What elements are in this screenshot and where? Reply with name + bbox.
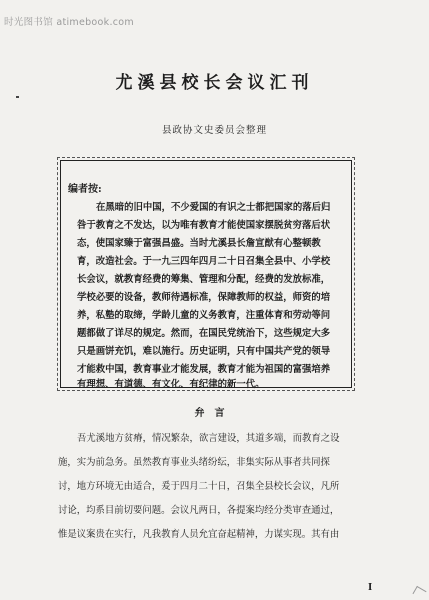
editor-note-line: 态，使国家臻于富强昌盛。当时尤溪县长詹宣猷有心整顿教	[77, 238, 321, 249]
editor-note-line: 才能救中国，教育事业才能发展，教育才能为祖国的富强培养	[77, 364, 331, 375]
page-title: 尤溪县校长会议汇刊	[115, 73, 314, 93]
editor-note-line: 只是画饼充饥，难以施行。历史证明，只有中国共产党的领导	[77, 346, 331, 357]
body-text-line: 讨，地方环境无由适合，爰于四月二十日，召集全县校长会议，凡所	[58, 481, 340, 492]
author-line: 县政协文史委员会整理	[161, 125, 267, 136]
page-corner-mark	[412, 586, 426, 599]
editor-note-line: 题都做了详尽的规定。然而，在国民党统治下，这些规定大多	[77, 328, 331, 339]
page-number: I	[368, 583, 373, 593]
section-heading: 弁言	[194, 408, 235, 419]
body-text-line: 讨论，均系目前切要问题。会议凡两日，各提案均经分类审查通过，	[58, 505, 340, 516]
editor-note-line: 有理想、有道德、有文化、有纪律的新一代。	[77, 379, 265, 390]
editor-note-label: 编者按:	[68, 184, 102, 195]
watermark: 时光图书馆 atimebook.com	[4, 17, 134, 28]
body-text-line: 施，实为前急务。虽然教育事业头绪纷纭，非集实际从事者共同探	[58, 457, 330, 468]
body-text-line: 惟是议案贵在实行，凡我教育人员允宜奋起精神，力谋实现。其有由	[58, 529, 340, 540]
editor-note-line: 育，改造社会。于一九三四年四月二十日召集全县中、小学校	[77, 256, 331, 267]
editor-note-line: 咎于教育之不发达，以为唯有教育才能使国家摆脱贫穷落后状	[77, 220, 331, 231]
editor-note-line: 长会议，就教育经费的筹集、管理和分配，经费的发放标准，	[77, 274, 331, 285]
margin-mark	[16, 96, 19, 98]
editor-note-line: 在黑暗的旧中国，不少爱国的有识之士都把国家的落后归	[96, 202, 331, 213]
editor-note-line: 养，私塾的取缔，学龄儿童的义务教育，注重体育和劳动等问	[77, 310, 331, 321]
editor-note-line: 学校必要的设备，教师待遇标准，保障教师的权益，师资的培	[77, 292, 331, 303]
body-text-line: 吾尤溪地方贫瘠，情况繁杂，欲言建设，其道多端，而教育之设	[77, 433, 340, 444]
